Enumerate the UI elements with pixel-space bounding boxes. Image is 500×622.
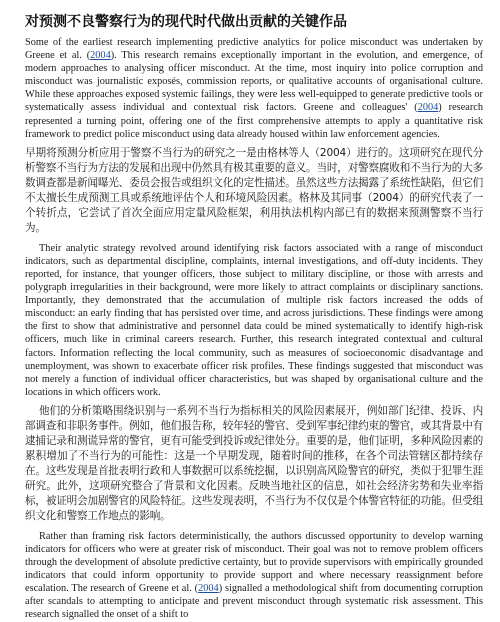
paragraph-english-1 (25, 36, 483, 141)
paragraph-text: Some of the earliest research implementing predictive analytics for police misconduct was undertaken by Greene et al. ( (25, 37, 483, 62)
paragraph-text: Rather than framing risk factors deterministically, the authors discussed opportunity to develop warning indicators for officers who were at greater risk of misconduct. Their goal was not to remove problem officers through the development of absolute predictive certainty, but to provide supervisors with empirically grounded indicators that could inform opportunity to provide support and where necessary reassignment before escalation. The research of Greene et al. ( (25, 530, 483, 595)
citation-link[interactable]: 2004 (198, 583, 219, 595)
paragraph-text: ). This research remains exceptionally important in the evolution, and emergence, of modern approaches to analysing officer misconduct. At the time, most inquiry into police corruption and misconduct was journalistic exposés, commission reports, or qualitative accounts of organisational culture. While these approaches exposed systemic failings, they were less well-equipped to generate predictive tools or systematically assess individual and contextual risk factors. Greene and colleagues' ( (25, 50, 483, 114)
section-title: 对预测不良警察行为的现代时代做出贡献的关键作品 (25, 14, 347, 30)
paragraph-text: ) signalled a methodological shift from documenting corruption after scandals to attempting to anticipate and prevent misconduct through systematic risk assessment. This research signalled the onset of a shift to (25, 583, 483, 621)
citation-link[interactable]: 2004 (90, 50, 111, 62)
paragraph-chinese-2: 他们的分析策略围绕识别与一系列不当行为指标相关的风险因素展开，例如部门纪律、投诉、内部调查和非职务事件。例如，他们报告称，较年轻的警官、受到军事纪律约束的警官，或其背景中有逮捕记录和测谎异常的警官，更有可能受到投诉或纪律处分。重要的是，他们证明，多种风险因素的累积增加了不当行为的可能性：这是一个早期发现，随着时间的推移，在各个司法管辖区都持续存在。这些发现是首批表明行政和人事数据可以系统挖掘，以识别高风险警官的研究，类似于犯罪生涯研究。此外，这项研究整合了背景和文化因素。反映当地社区的信息，如社会经济劣势和失业率指标，被证明会加剧警官的风险特征。这些发现表明，不当行为不仅仅是个体警官特征的功能。但受组织文化和警察工作地点的影响。 (25, 404, 483, 522)
paragraph-text: ) research represented a turning point, offering one of the first comprehensive attempts to apply a quantitative risk framework to predict police misconduct using data already housed within law enforcement agencies. (25, 102, 483, 140)
paragraph-chinese-1: 早期将预测分析应用于警察不当行为的研究之一是由格林等人（2004）进行的。这项研究在现代分析警察不当行为方法的发展和出现中仍然具有极其重要的意义。当时，对警察腐败和不当行为的大多数调查都是新闻曝光、委员会报告或组织文化的定性描述。虽然这些方法揭露了系统性缺陷，但它们不太擅长生成预测工具或系统地评估个人和环境风险因素。格林及其同事（2004）的研究代表了一个转折点，它尝试了首次全面应用定量风险框架，利用执法机构内部已有的数据来预测警察不当行为。 (25, 146, 483, 234)
citation-link[interactable]: 2004 (417, 102, 439, 114)
paragraph-english-2: Their analytic strategy revolved around identifying risk factors associated with a range of misconduct indicators, such as departmental discipline, complaints, internal investigations, and off-duty incidents. They reported, for instance, that younger officers, those subject to military discipline, or those with arrests and polygraph irregularities in their background, were more likely to attract complaints or disciplinary sanctions. Importantly, they demonstrated that the accumulation of multiple risk factors increased the odds of misconduct: an early finding that has persisted over time, and across jurisdictions. These findings were among the first to show that administrative and personnel data could be mined systematically to identify high-risk officers, much like in criminal careers research. Further, this research integrated contextual and cultural factors. Information reflecting the local community, such as measures of socioeconomic disadvantage and unemployment, was shown to exacerbate officer risk profiles. These findings suggested that misconduct was not merely a function of individual officer characteristics, but was shaped by organisational culture and the locations in which officers work. (25, 242, 483, 398)
paragraph-english-3 (25, 530, 483, 622)
